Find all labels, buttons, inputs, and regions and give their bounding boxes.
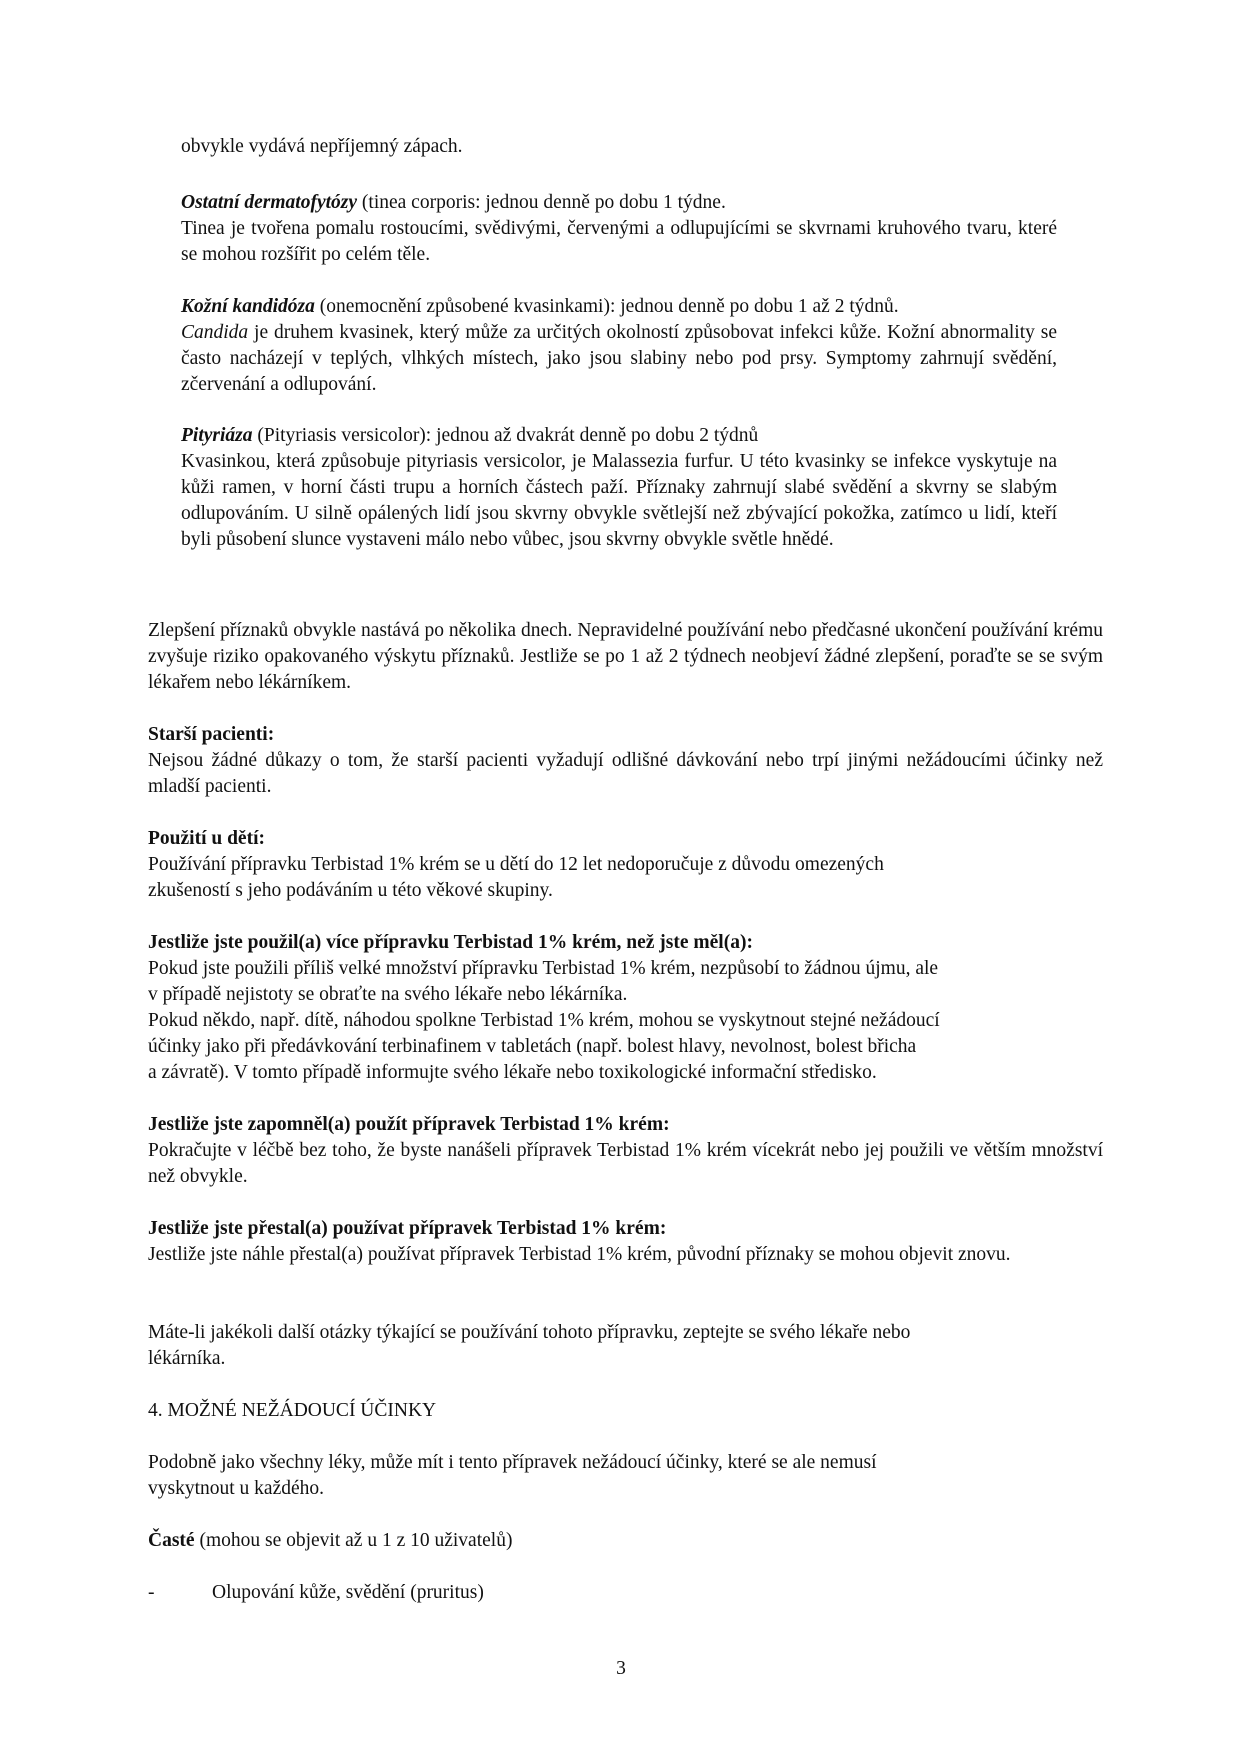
dermatophytoses-section	[181, 190, 1057, 268]
children-line-1: Používání přípravku Terbistad 1% krém se u dětí do 12 let nedoporučuje z důvodu omezených	[148, 854, 884, 875]
dermatophytoses-text: Tinea je tvořena pomalu rostoucími, svědivými, červenými a odlupujícími se skvrnami kruhového tvaru, které se mohou rozšířit po celém těle.	[181, 218, 1057, 265]
section-4-heading: 4. MOŽNÉ NEŽÁDOUCÍ ÚČINKY	[148, 1400, 437, 1421]
frequency-common	[148, 1528, 1103, 1554]
dermatophytoses-dose: (tinea corporis: jednou denně po dobu 1 týdne.	[357, 192, 726, 213]
dermatophytoses-heading: Ostatní dermatofytózy	[181, 192, 358, 213]
elderly-text: Nejsou žádné důkazy o tom, že starší pacienti vyžadují odlišné dávkování nebo trpí jinými nežádoucími účinky než mladší pacienti.	[148, 750, 1103, 797]
overdose-line-4: účinky jako při předávkování terbinafinem v tabletách (např. bolest hlavy, nevolnost, bolest břicha	[148, 1036, 917, 1057]
frequency-common-text: (mohou se objevit až u 1 z 10 uživatelů)	[194, 1530, 513, 1551]
bullet-text: Olupování kůže, svědění (pruritus)	[212, 1582, 484, 1603]
elderly-section	[148, 722, 1103, 800]
overdose-line-3: Pokud někdo, např. dítě, náhodou spolkne Terbistad 1% krém, mohou se vyskytnout stejné nežádoucí	[148, 1010, 940, 1031]
overdose-line-1: Pokud jste použili příliš velké množství přípravku Terbistad 1% krém, nezpůsobí to žádnou újmu, ale	[148, 958, 939, 979]
candidiasis-text: je druhem kvasinek, který může za určitých okolností způsobovat infekci kůže. Kožní abnormality se často nacházejí v teplých, vlhkých místech, jako jsou slabiny nebo pod prsy. Symptomy zahrnují svědění, zčervenání a odlupování.	[181, 322, 1057, 395]
stopped-text: Jestliže jste náhle přestal(a) používat přípravek Terbistad 1% krém, původní příznaky se mohou objevit znovu.	[148, 1244, 1011, 1265]
bullet-dash: -	[148, 1582, 155, 1603]
children-section	[148, 826, 1103, 904]
overdose-line-2: v případě nejistoty se obraťte na svého lékaře nebo lékárníka.	[148, 984, 628, 1005]
forgot-text: Pokračujte v léčbě bez toho, že byste nanášeli přípravek Terbistad 1% krém vícekrát nebo jej použili ve větším množství než obvykle.	[148, 1140, 1103, 1187]
pityriasis-dose: (Pityriasis versicolor): jednou až dvakrát denně po dobu 2 týdnů	[252, 425, 759, 446]
overdose-heading: Jestliže jste použil(a) více přípravku Terbistad 1% krém, než jste měl(a):	[148, 932, 753, 953]
candidiasis-dose: (onemocnění způsobené kvasinkami): jednou denně po dobu 1 až 2 týdnů.	[314, 296, 899, 317]
children-line-2: zkušeností s jeho podáváním u této věkové skupiny.	[148, 880, 553, 901]
pityriasis-section	[181, 423, 1057, 553]
questions-paragraph	[148, 1320, 1103, 1372]
questions-line-1: Máte-li jakékoli další otázky týkající se používání tohoto přípravku, zeptejte se svého lékaře nebo	[148, 1322, 911, 1343]
section-4-intro	[148, 1450, 1103, 1502]
section-4-intro-line-2: vyskytnout u každého.	[148, 1478, 325, 1499]
improvement-paragraph: Zlepšení příznaků obvykle nastává po několika dnech. Nepravidelné používání nebo předčasné ukončení používání krému zvyšuje riziko opakovaného výskytu příznaků. Jestliže se po 1 až 2 týdnech neobjeví žádné zlepšení, poraďte se se svým lékařem nebo lékárníkem.	[148, 620, 1103, 693]
elderly-heading: Starší pacienti:	[148, 724, 275, 745]
section-4-intro-line-1: Podobně jako všechny léky, může mít i tento přípravek nežádoucí účinky, které se ale nemusí	[148, 1452, 877, 1473]
children-heading: Použití u dětí:	[148, 828, 265, 849]
candidiasis-text-italic: Candida	[181, 322, 249, 343]
page-number: 3	[616, 1658, 626, 1679]
overdose-line-5: a závratě). V tomto případě informujte svého lékaře nebo toxikologické informační středisko.	[148, 1062, 877, 1083]
forgot-heading: Jestliže jste zapomněl(a) použít přípravek Terbistad 1% krém:	[148, 1114, 670, 1135]
pityriasis-text: Kvasinkou, která způsobuje pityriasis versicolor, je Malassezia furfur. U této kvasinky se infekce vyskytuje na kůži ramen, v horní části trupu a horních částech paží. Příznaky zahrnují slabé svědění a skvrny se slabým odlupováním. U silně opálených lidí jsou skvrny obvykle světlejší než zbývající pokožka, zatímco u lidí, kteří byli působení slunce vystaveni málo nebo vůbec, jsou skvrny obvykle světle hnědé.	[181, 451, 1057, 550]
candidiasis-section	[181, 294, 1057, 398]
questions-line-2: lékárníka.	[148, 1348, 226, 1369]
continuation-paragraph: obvykle vydává nepříjemný zápach.	[181, 136, 463, 157]
stopped-section	[148, 1216, 1103, 1268]
overdose-section	[148, 930, 1103, 1086]
pityriasis-heading: Pityriáza	[181, 425, 253, 446]
bullet-list-item	[0, 1580, 1242, 1606]
candidiasis-heading: Kožní kandidóza	[181, 296, 315, 317]
stopped-heading: Jestliže jste přestal(a) používat přípravek Terbistad 1% krém:	[148, 1218, 667, 1239]
frequency-common-label: Časté	[148, 1530, 195, 1551]
forgot-section	[148, 1112, 1103, 1190]
